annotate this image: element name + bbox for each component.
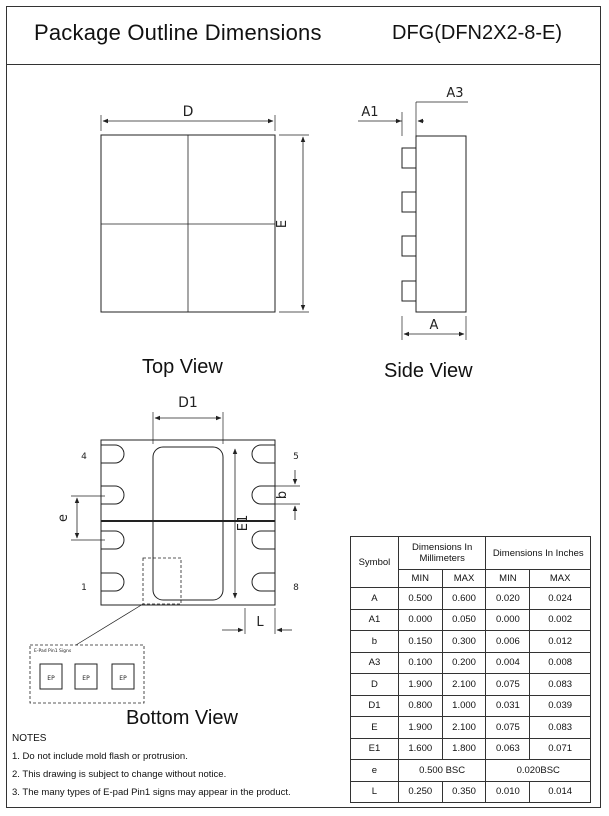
cell-mm-min: 0.100 (398, 652, 442, 674)
pin-label-8: 8 (293, 583, 299, 593)
cell-in-max: 0.002 (530, 609, 591, 631)
note-item: 3. The many types of E-pad Pin1 signs may appear in the product. (12, 787, 291, 798)
table-row (351, 674, 591, 696)
note-item: 2. This drawing is subject to change without notice. (12, 769, 227, 780)
table-row (351, 717, 591, 739)
cell-mm-max: 1.000 (442, 695, 486, 717)
cell-in-max: 0.012 (530, 631, 591, 653)
cell-in-max: 0.008 (530, 652, 591, 674)
cell-in-max: 0.024 (530, 588, 591, 610)
table-row (351, 695, 591, 717)
cell-symbol: D1 (351, 695, 399, 717)
dim-label-E: E (275, 219, 290, 229)
cell-in-min: 0.075 (486, 717, 530, 739)
table-row (351, 781, 591, 803)
dim-label-E1: E1 (236, 514, 251, 532)
side-view-drawing (358, 102, 468, 340)
cell-symbol: e (351, 760, 399, 782)
mm-max-header: MAX (442, 570, 486, 588)
cell-in-min: 0.004 (486, 652, 530, 674)
table-row (351, 760, 591, 782)
cell-in-max: 0.083 (530, 717, 591, 739)
mm-min-header: MIN (398, 570, 442, 588)
cell-mm-max: 0.200 (442, 652, 486, 674)
note-item: 1. Do not include mold flash or protrusion. (12, 751, 188, 762)
epad-sign-2: EP (82, 675, 90, 682)
cell-symbol: L (351, 781, 399, 803)
dim-label-b: b (275, 490, 290, 500)
cell-mm-min: 0.800 (398, 695, 442, 717)
dim-label-A1: A1 (361, 105, 379, 120)
cell-mm-max: 2.100 (442, 717, 486, 739)
dim-label-D1: D1 (178, 395, 198, 411)
cell-in-bsc: 0.020BSC (486, 760, 591, 782)
notes-section (12, 730, 291, 802)
cell-mm-min: 1.600 (398, 738, 442, 760)
bottom-view-drawing (30, 412, 300, 703)
cell-mm-min: 1.900 (398, 674, 442, 696)
cell-symbol: D (351, 674, 399, 696)
side-view-label: Side View (384, 360, 473, 382)
cell-mm-max: 0.050 (442, 609, 486, 631)
cell-mm-min: 0.000 (398, 609, 442, 631)
cell-symbol: b (351, 631, 399, 653)
cell-mm-min: 0.150 (398, 631, 442, 653)
cell-mm-max: 0.600 (442, 588, 486, 610)
inch-header: Dimensions In Inches (486, 537, 591, 570)
epad-sign-1: EP (47, 675, 55, 682)
cell-in-min: 0.063 (486, 738, 530, 760)
notes-heading: NOTES (12, 733, 47, 744)
top-view-label: Top View (142, 356, 223, 378)
cell-symbol: A3 (351, 652, 399, 674)
cell-in-max: 0.039 (530, 695, 591, 717)
pin-label-4: 4 (81, 452, 87, 462)
dim-label-L: L (256, 615, 264, 630)
cell-in-min: 0.000 (486, 609, 530, 631)
pin-label-1: 1 (81, 583, 87, 593)
epad-signs-title: E-Pad Pin1 Signs (34, 649, 72, 654)
bottom-view-label: Bottom View (126, 707, 238, 729)
cell-in-max: 0.071 (530, 738, 591, 760)
table-row (351, 652, 591, 674)
cell-mm-min: 0.500 (398, 588, 442, 610)
cell-symbol: A (351, 588, 399, 610)
table-row (351, 588, 591, 610)
cell-mm-max: 0.300 (442, 631, 486, 653)
pin-label-5: 5 (293, 452, 299, 462)
page-title: Package Outline Dimensions (34, 20, 322, 45)
cell-mm-max: 0.350 (442, 781, 486, 803)
dim-label-D: D (182, 104, 194, 120)
epad-sign-3: EP (119, 675, 127, 682)
table-row (351, 609, 591, 631)
cell-mm-bsc: 0.500 BSC (398, 760, 486, 782)
cell-mm-min: 1.900 (398, 717, 442, 739)
table-row (351, 631, 591, 653)
package-name: DFG(DFN2X2-8-E) (392, 22, 563, 44)
cell-mm-max: 1.800 (442, 738, 486, 760)
cell-in-min: 0.006 (486, 631, 530, 653)
cell-in-min: 0.020 (486, 588, 530, 610)
dim-label-A3: A3 (446, 86, 464, 101)
cell-in-min: 0.010 (486, 781, 530, 803)
top-view-drawing (101, 115, 309, 312)
cell-mm-min: 0.250 (398, 781, 442, 803)
inch-min-header: MIN (486, 570, 530, 588)
cell-symbol: E1 (351, 738, 399, 760)
cell-in-min: 0.031 (486, 695, 530, 717)
cell-symbol: E (351, 717, 399, 739)
mm-header: Dimensions In Millimeters (398, 537, 486, 570)
symbol-header: Symbol (351, 537, 399, 588)
cell-in-min: 0.075 (486, 674, 530, 696)
dim-label-A: A (429, 318, 439, 333)
cell-in-max: 0.014 (530, 781, 591, 803)
cell-in-max: 0.083 (530, 674, 591, 696)
cell-symbol: A1 (351, 609, 399, 631)
dim-label-e: e (56, 514, 71, 522)
table-row (351, 738, 591, 760)
inch-max-header: MAX (530, 570, 591, 588)
cell-mm-max: 2.100 (442, 674, 486, 696)
dimensions-table (350, 536, 591, 803)
